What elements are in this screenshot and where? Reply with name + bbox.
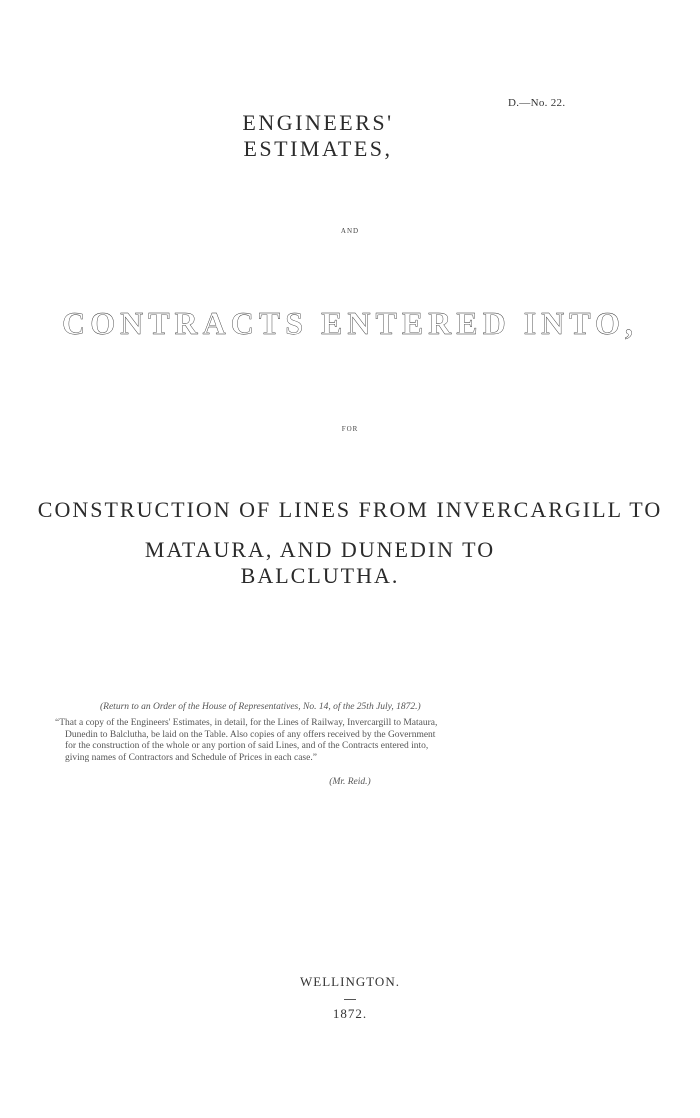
title-engineers-estimates: ENGINEERS' ESTIMATES, [242, 110, 394, 161]
quote-line: for the construction of the whole or any portion of said Lines, and of the Contracts entered into, [65, 741, 429, 751]
quote-line: giving names of Contractors and Schedule of Prices in each case.” [65, 752, 317, 763]
mover-name: (Mr. Reid.) [329, 777, 371, 787]
imprint-year: 1872. [332, 1006, 368, 1021]
title-construction-line-2: MATAURA, AND DUNEDIN TO BALCLUTHA. [144, 537, 496, 588]
document-reference: D.—No. 22. [508, 97, 566, 109]
quote-line: “That a copy of the Engineers' Estimates, in detail, for the Lines of Railway, Invercargill to Mataura, [55, 718, 438, 728]
preposition-for: FOR [341, 425, 359, 433]
conjunction-and: AND [340, 227, 360, 235]
title-contracts-entered: CONTRACTS ENTERED INTO, [62, 305, 638, 341]
resolution-quote [55, 718, 655, 764]
imprint-divider [344, 999, 356, 1000]
return-order-note: (Return to an Order of the House of Representatives, No. 14, of the 25th July, 1872.) [100, 702, 421, 712]
title-construction-line-1: CONSTRUCTION OF LINES FROM INVERCARGILL TO [37, 497, 663, 522]
quote-line: Dunedin to Balclutha, be laid on the Table. Also copies of any offers received by the Government [65, 729, 436, 740]
imprint-place: WELLINGTON. [300, 974, 400, 989]
